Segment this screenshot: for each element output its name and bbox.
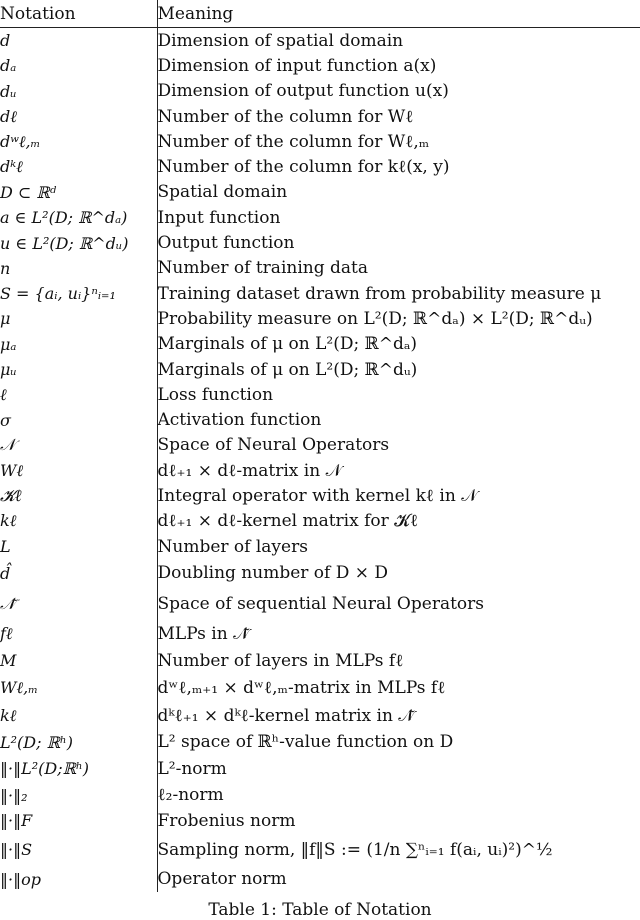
- meaning-cell: dʷℓ,ₘ₊₁ × dʷℓ,ₘ-matrix in MLPs fℓ: [157, 677, 446, 698]
- meaning-cell: Loss function: [157, 384, 274, 405]
- table-row: [0, 154, 640, 179]
- notation-cell: kℓ: [0, 702, 157, 730]
- meaning-cell: Activation function: [157, 410, 322, 431]
- meaning-cell: Number of training data: [157, 258, 368, 279]
- notation-cell: μₐ: [0, 332, 157, 357]
- meaning-cell: Marginals of μ on L²(D; ℝ^dᵤ): [157, 359, 418, 380]
- notation-cell: 𝒩̃: [0, 587, 157, 620]
- notation-cell: M: [0, 648, 157, 673]
- table-row: [0, 332, 640, 357]
- table-row: [0, 866, 640, 891]
- table-row: [0, 407, 640, 432]
- notation-cell: 𝓚ℓ: [0, 483, 157, 508]
- meaning-cell: Probability measure on L²(D; ℝ^dₐ) × L²(D; ℝ^dᵤ): [157, 308, 593, 329]
- notation-cell: ℓ: [0, 382, 157, 407]
- notation-cell: kℓ: [0, 509, 157, 534]
- table-row: [0, 28, 640, 54]
- table-row: [0, 433, 640, 458]
- meaning-cell: Spatial domain: [157, 182, 288, 203]
- table-row: [0, 382, 640, 407]
- notation-cell: ‖·‖F: [0, 808, 157, 833]
- table-row: [0, 730, 640, 755]
- table-row: [0, 483, 640, 508]
- notation-cell: ‖·‖L²(D;ℝʰ): [0, 755, 157, 783]
- table-row: [0, 357, 640, 382]
- meaning-cell: Number of the column for Wℓ: [157, 106, 414, 127]
- meaning-cell: Dimension of spatial domain: [157, 30, 404, 51]
- table-caption: Table 1: Table of Notation: [208, 900, 432, 920]
- notation-cell: a ∈ L²(D; ℝ^dₐ): [0, 205, 157, 230]
- meaning-cell: ℓ₂-norm: [157, 785, 224, 806]
- table-row: [0, 648, 640, 673]
- table-row: [0, 230, 640, 255]
- notation-cell: Wℓ,ₘ: [0, 674, 157, 702]
- meaning-cell: Number of the column for Wℓ,ₘ: [157, 131, 430, 152]
- notation-cell: 𝒩: [0, 433, 157, 458]
- table-row: [0, 79, 640, 104]
- notation-cell: σ: [0, 407, 157, 432]
- table-row: [0, 808, 640, 833]
- notation-cell: Wℓ: [0, 458, 157, 483]
- meaning-cell: Marginals of μ on L²(D; ℝ^dₐ): [157, 334, 418, 355]
- meaning-cell: Number of layers in MLPs fℓ: [157, 650, 404, 671]
- notation-cell: fℓ: [0, 620, 157, 648]
- meaning-cell: Dimension of output function u(x): [157, 81, 449, 102]
- table-row: [0, 534, 640, 559]
- meaning-cell: MLPs in 𝒩̃: [157, 624, 250, 645]
- notation-cell: u ∈ L²(D; ℝ^dᵤ): [0, 230, 157, 255]
- meaning-cell: Input function: [157, 207, 281, 228]
- table-row: [0, 783, 640, 808]
- notation-cell: D ⊂ ℝᵈ: [0, 180, 157, 205]
- notation-cell: L²(D; ℝʰ): [0, 730, 157, 755]
- notation-cell: dℓ: [0, 104, 157, 129]
- notation-cell: ‖·‖op: [0, 866, 157, 891]
- meaning-cell: dᵏℓ₊₁ × dᵏℓ-kernel matrix in 𝒩̃: [157, 705, 415, 726]
- meaning-cell: L²-norm: [157, 758, 227, 779]
- meaning-cell: Dimension of input function a(x): [157, 55, 437, 76]
- table-row: [0, 509, 640, 534]
- notation-cell: d̂: [0, 559, 157, 587]
- notation-cell: S = {aᵢ, uᵢ}ⁿᵢ₌₁: [0, 281, 157, 306]
- meaning-cell: Integral operator with kernel kℓ in 𝒩: [157, 485, 478, 506]
- table-row: [0, 180, 640, 205]
- notation-cell: μ: [0, 306, 157, 331]
- notation-cell: ‖·‖₂: [0, 783, 157, 808]
- table-row: [0, 256, 640, 281]
- notation-cell: dᵏℓ: [0, 154, 157, 179]
- notation-cell: dᵤ: [0, 79, 157, 104]
- meaning-cell: Training dataset drawn from probability measure μ: [157, 283, 602, 304]
- table-row: [0, 205, 640, 230]
- meaning-cell: dℓ₊₁ × dℓ-matrix in 𝒩: [157, 460, 342, 481]
- notation-cell: dʷℓ,ₘ: [0, 129, 157, 154]
- meaning-cell: Number of the column for kℓ(x, y): [157, 157, 450, 178]
- notation-cell: d: [0, 28, 157, 54]
- table-row: [0, 53, 640, 78]
- meaning-cell: Doubling number of D × D: [157, 563, 389, 584]
- table-row: [0, 833, 640, 866]
- meaning-cell: Space of sequential Neural Operators: [157, 593, 484, 614]
- table-row: [0, 458, 640, 483]
- meaning-cell: L² space of ℝʰ-value function on D: [157, 732, 454, 753]
- meaning-cell: Space of Neural Operators: [157, 435, 390, 456]
- notation-cell: L: [0, 534, 157, 559]
- table-row: [0, 104, 640, 129]
- table-row: [0, 620, 640, 648]
- table-row: [0, 129, 640, 154]
- notation-cell: ‖·‖S: [0, 833, 157, 866]
- table-row: [0, 281, 640, 306]
- table-row: [0, 559, 640, 587]
- header-notation: Notation: [0, 0, 157, 28]
- table-row: [0, 306, 640, 331]
- table-header-row: [0, 0, 640, 28]
- table-row: [0, 587, 640, 620]
- header-meaning: Meaning: [157, 0, 640, 28]
- meaning-cell: dℓ₊₁ × dℓ-kernel matrix for 𝓚ℓ: [157, 511, 419, 532]
- table-row: [0, 674, 640, 702]
- notation-cell: dₐ: [0, 53, 157, 78]
- meaning-cell: Frobenius norm: [157, 810, 296, 831]
- table-row: [0, 702, 640, 730]
- meaning-cell: Output function: [157, 233, 295, 254]
- notation-cell: n: [0, 256, 157, 281]
- table-row: [0, 755, 640, 783]
- notation-cell: μᵤ: [0, 357, 157, 382]
- meaning-cell: Operator norm: [157, 869, 287, 890]
- meaning-cell: Number of layers: [157, 536, 308, 557]
- meaning-cell: Sampling norm, ‖f‖S := (1/n ∑ⁿᵢ₌₁ f(aᵢ, uᵢ)²)^½: [157, 839, 553, 860]
